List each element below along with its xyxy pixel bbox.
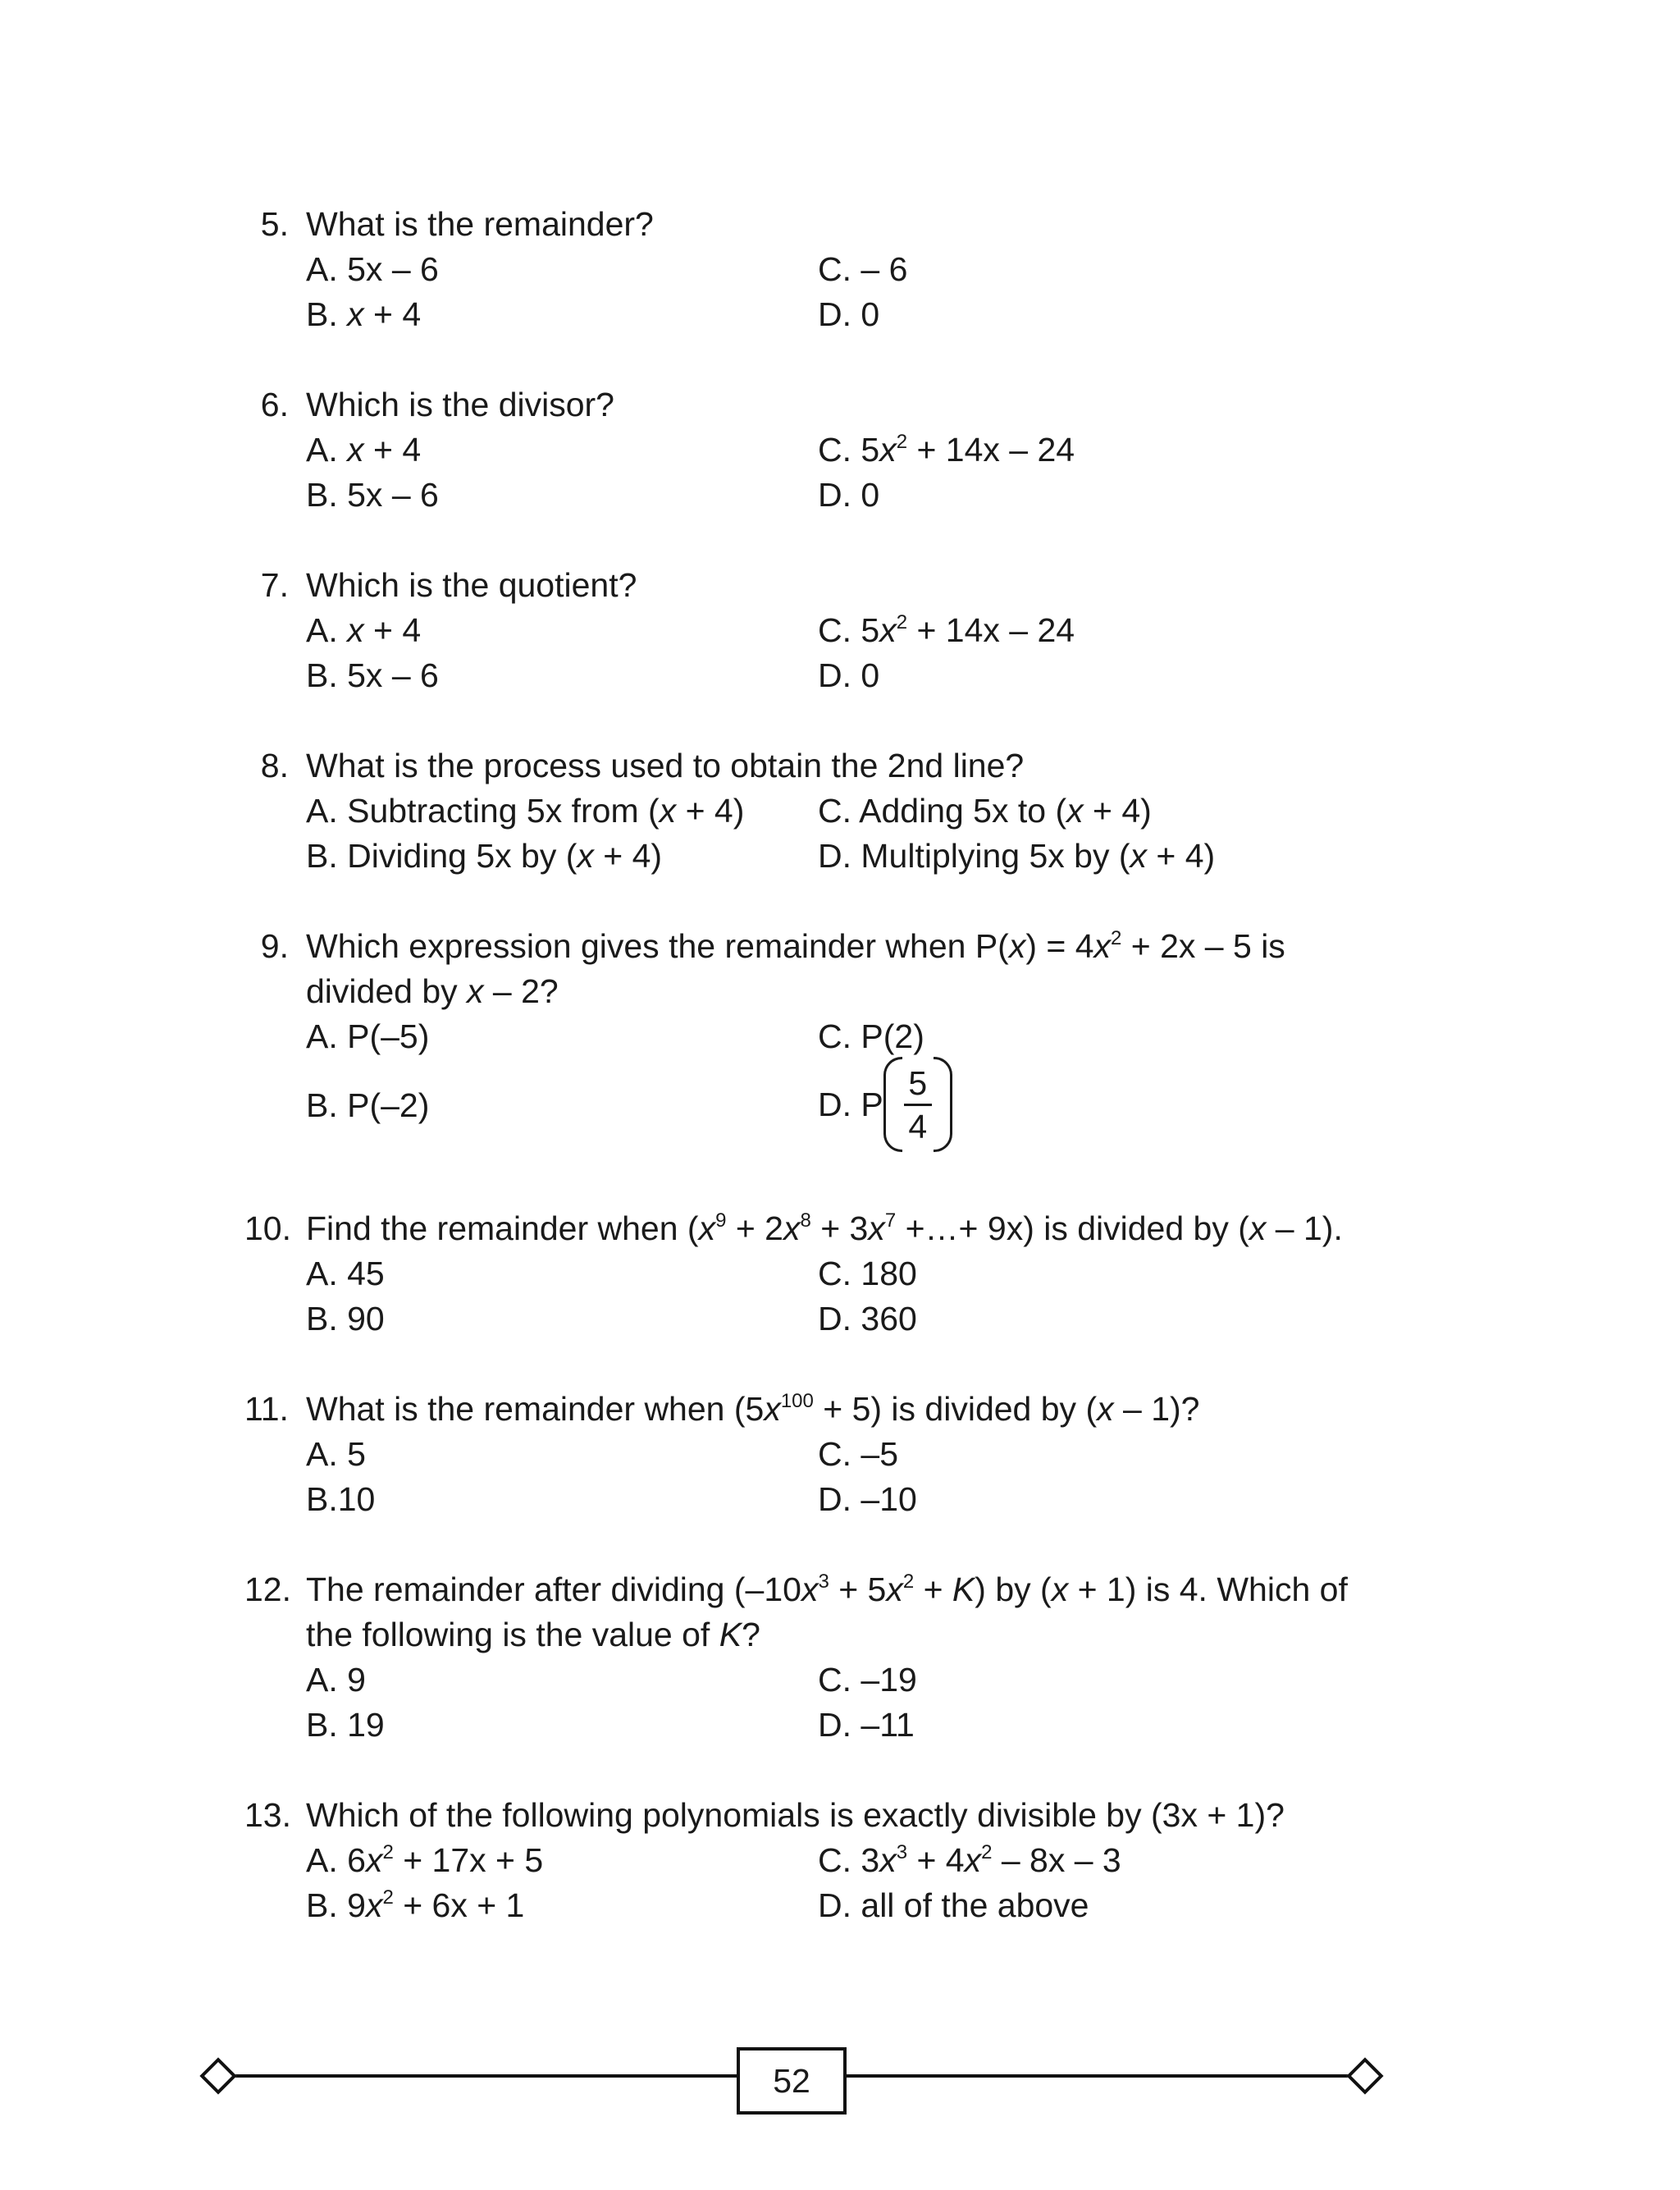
option-c: C. – 6: [818, 250, 908, 288]
option-d: D. 360: [818, 1300, 917, 1337]
option-a: A. P(–5): [306, 1017, 430, 1055]
option-d: D. 0: [818, 656, 880, 694]
fraction-stack: [902, 1064, 934, 1145]
diamond-ornament-left-icon: [199, 2057, 236, 2094]
question-number: 7.: [260, 566, 289, 604]
question-number: 10.: [244, 1209, 291, 1247]
question-stem: Which is the quotient?: [306, 566, 637, 604]
option-b: B. P(–2): [306, 1086, 430, 1124]
option-c: C. –5: [818, 1435, 898, 1473]
fraction-numerator: 5: [908, 1063, 928, 1102]
question-stem: What is the remainder?: [306, 205, 654, 243]
option-b: B. Dividing 5x by (x + 4): [306, 837, 663, 875]
option-c: C. –19: [818, 1661, 917, 1699]
option-b: B.10: [306, 1480, 376, 1518]
option-c: C. $3x^3 + 4x^2 - 8x - 3$: [818, 1841, 1121, 1879]
option-a: A. $6x^2 + 17x + 5$: [306, 1841, 544, 1879]
question-number: 13.: [244, 1796, 291, 1834]
option-d: D. –10: [818, 1480, 917, 1518]
question-number: 12.: [244, 1570, 291, 1608]
fraction-denominator: 4: [908, 1107, 928, 1145]
option-a: A. 45: [306, 1255, 385, 1292]
question-stem-line-2: the following is the value of K?: [306, 1616, 760, 1653]
right-paren: [934, 1057, 952, 1152]
fraction-bar: [904, 1104, 932, 1106]
option-c: C. $5x^2 + 14x - 24$: [818, 431, 1075, 469]
option-c: C. P(2): [818, 1017, 924, 1055]
question-number: 11.: [244, 1390, 289, 1428]
option-a: A. x + 4: [306, 611, 422, 649]
question-stem: Find the remainder when ($x^9 + 2x^8 + 3x^7$ +…+ 9x) is divided by (x – 1).: [306, 1209, 1343, 1247]
question-stem: What is the remainder when $(5x^{100} + 5)$ is divided by (x – 1)?: [306, 1390, 1200, 1428]
option-d: D. –11: [818, 1706, 915, 1744]
question-number: 8.: [260, 747, 289, 784]
footer-rule-left: [215, 2074, 737, 2078]
option-b: B. 90: [306, 1300, 385, 1337]
question-stem-line-1: The remainder after dividing $(-10x^3 + 5x^2 + K)$ by (x + 1) is 4. Which of: [306, 1570, 1348, 1608]
option-b: B. 19: [306, 1706, 385, 1744]
question-number: 5.: [260, 205, 289, 243]
question-stem-line-2: divided by x – 2?: [306, 972, 559, 1010]
footer-rule-right: [840, 2074, 1363, 2078]
option-d: D. all of the above: [818, 1886, 1089, 1924]
fraction: [883, 1057, 952, 1152]
question-stem-line-1: Which expression gives the remainder when $P(x) = 4x^2 + 2x - 5$ is: [306, 927, 1285, 965]
left-paren: [883, 1057, 902, 1152]
option-c: C. $5x^2 + 14x - 24$: [818, 611, 1075, 649]
option-a: A. 5: [306, 1435, 366, 1473]
question-stem: Which of the following polynomials is exactly divisible by (3x + 1)?: [306, 1796, 1285, 1834]
option-b: B. 5x – 6: [306, 656, 439, 694]
option-a: A. Subtracting 5x from (x + 4): [306, 792, 745, 830]
option-c: C. 180: [818, 1255, 917, 1292]
question-number: 9.: [260, 927, 289, 965]
option-b: B. $9x^2 + 6x + 1$: [306, 1886, 525, 1924]
option-b: B. x + 4: [306, 295, 422, 333]
option-a: A. 9: [306, 1661, 366, 1699]
question-stem: What is the process used to obtain the 2nd line?: [306, 747, 1025, 784]
option-a: A. 5x – 6: [306, 250, 439, 288]
option-b: B. 5x – 6: [306, 476, 439, 514]
page-number: 52: [737, 2047, 847, 2115]
option-d: D. Multiplying 5x by (x + 4): [818, 837, 1216, 875]
option-c: C. Adding 5x to (x + 4): [818, 792, 1152, 830]
option-d-prefix: D. P: [818, 1085, 883, 1123]
option-d: D. 0: [818, 295, 880, 333]
option-d: D. 0: [818, 476, 880, 514]
option-d: [818, 1057, 952, 1152]
diamond-ornament-right-icon: [1346, 2057, 1383, 2094]
question-stem: Which is the divisor?: [306, 386, 614, 423]
option-a: A. x + 4: [306, 431, 422, 469]
question-number: 6.: [260, 386, 289, 423]
